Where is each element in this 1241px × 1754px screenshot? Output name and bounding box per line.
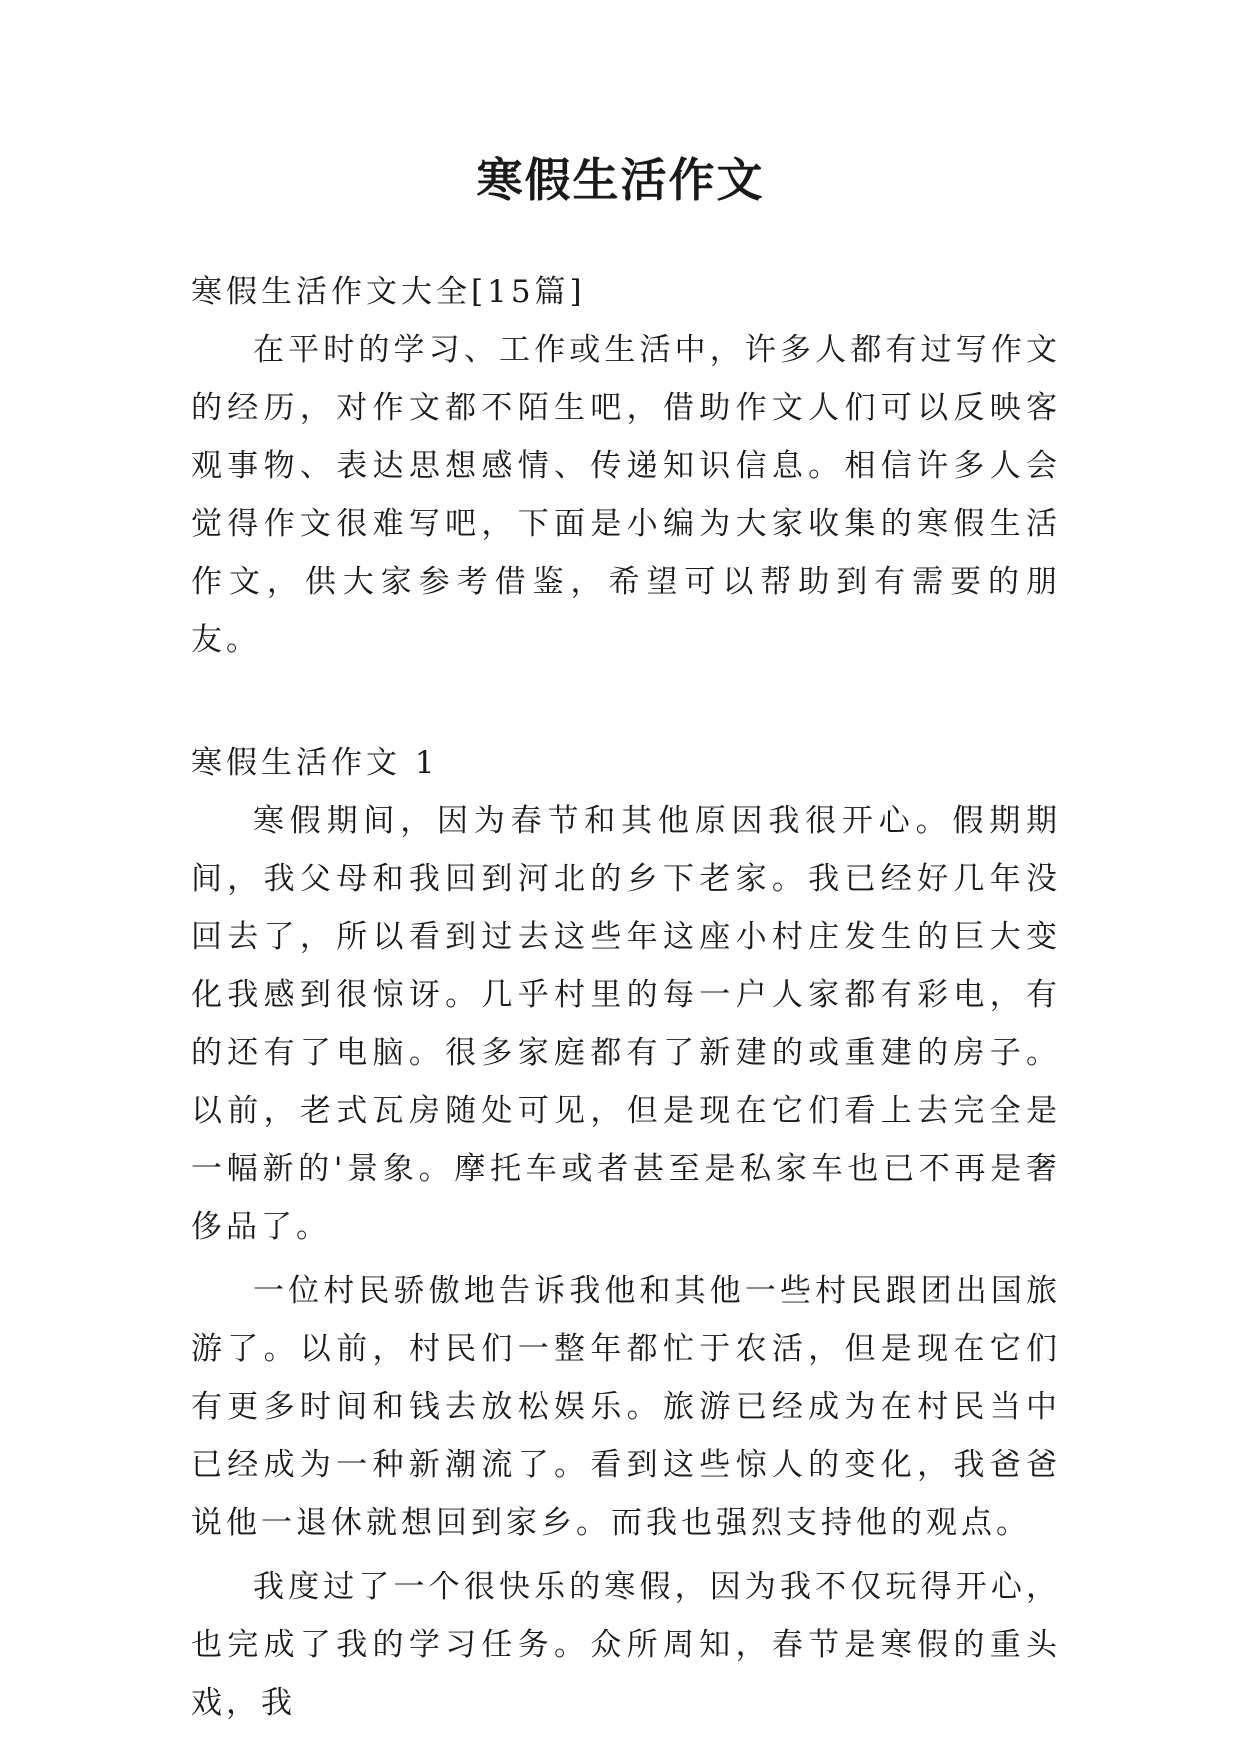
document-body: [191, 263, 1061, 1732]
essay-paragraph: 寒假期间，因为春节和其他原因我很开心。假期期间，我父母和我回到河北的乡下老家。我已经好几年没回去了，所以看到过去这些年这座小村庄发生的巨大变化我感到很惊讶。几乎村里的每一户人家都有彩电，有的还有了电脑。很多家庭都有了新建的或重建的房子。以前，老式瓦房随处可见，但是现在它们看上去完全是一幅新的'景象。摩托车或者甚至是私家车也已不再是奢侈品了。: [191, 803, 1061, 1245]
essay-heading: 寒假生活作文 1: [191, 745, 439, 781]
document-subtitle: 寒假生活作文大全[15篇]: [191, 274, 586, 310]
section-spacer: [191, 669, 1061, 734]
intro-paragraph: 在平时的学习、工作或生活中，许多人都有过写作文的经历，对作文都不陌生吧，借助作文人们可以反映客观事物、表达思想感情、传递知识信息。相信许多人会觉得作文很难写吧，下面是小编为大家收集的寒假生活作文，供大家参考借鉴，希望可以帮助到有需要的朋友。: [191, 332, 1061, 658]
essay-paragraph: 一位村民骄傲地告诉我他和其他一些村民跟团出国旅游了。以前，村民们一整年都忙于农活，但是现在它们有更多时间和钱去放松娱乐。旅游已经成为在村民当中已经成为一种新潮流了。看到这些惊人的变化，我爸爸说他一退休就想回到家乡。而我也强烈支持他的观点。: [191, 1273, 1061, 1541]
document-title: 寒假生活作文: [476, 153, 765, 207]
essay-paragraph: 我度过了一个很快乐的寒假，因为我不仅玩得开心，也完成了我的学习任务。众所周知，春节是寒假的重头戏，我: [191, 1569, 1061, 1721]
